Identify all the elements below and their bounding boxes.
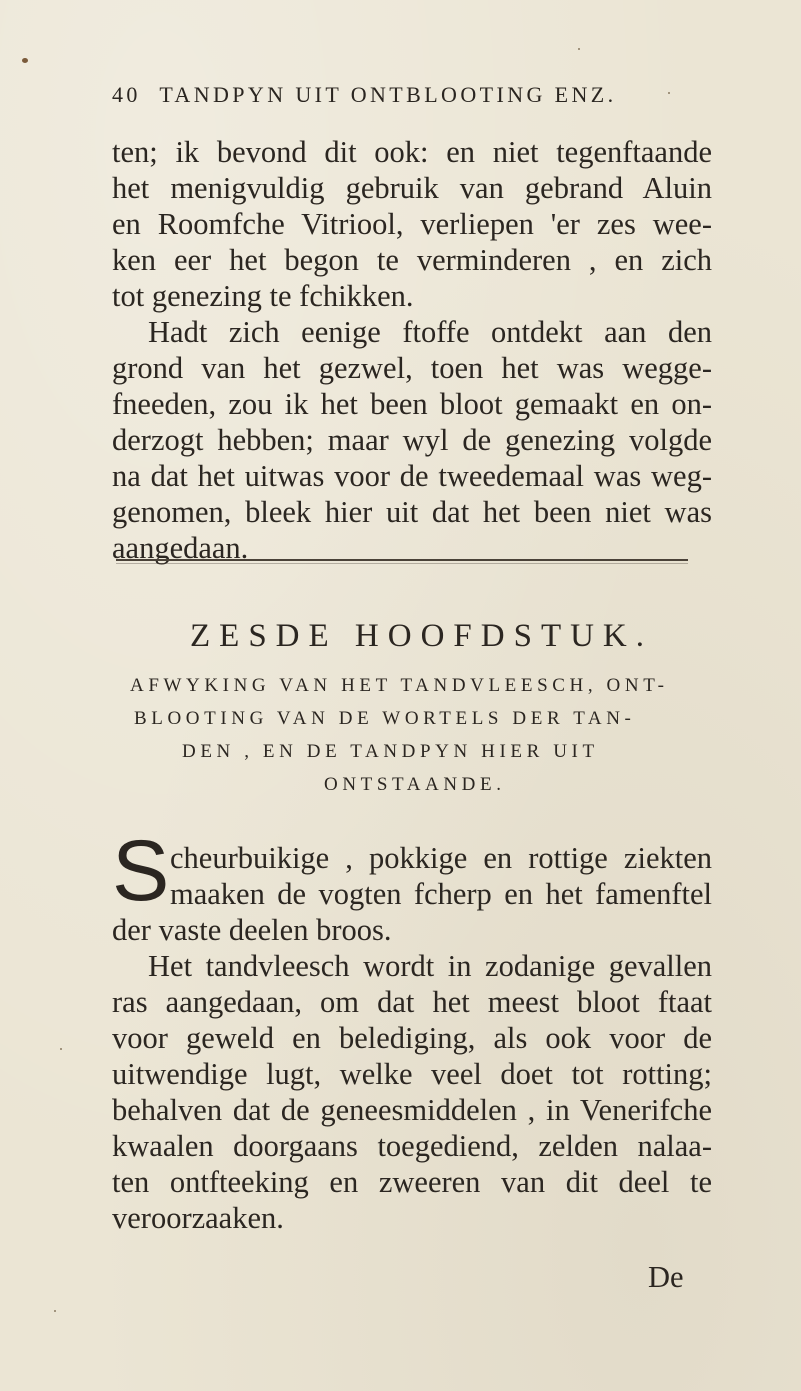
text-line: fneeden, zou ik het been bloot gemaakt en on- xyxy=(112,387,712,421)
text-line: kwaalen doorgaans toegediend, zelden nalaa- xyxy=(112,1129,712,1163)
text-line: der vaste deelen broos. xyxy=(112,913,392,947)
text-line: Het tandvleesch wordt in zodanige gevallen xyxy=(148,949,712,983)
section-divider xyxy=(116,559,688,561)
chapter-summary-line: DEN , EN DE TANDPYN HIER UIT xyxy=(182,741,599,762)
text-line: Hadt zich eenige ftoffe ontdekt aan den xyxy=(148,315,712,349)
text-line: tot genezing te fchikken. xyxy=(112,279,414,313)
text-line: ten ontfteeking en zweeren van dit deel te xyxy=(112,1165,712,1199)
text-line: uitwendige lugt, welke veel doet tot rotting; xyxy=(112,1057,712,1091)
paper-speck xyxy=(22,58,28,63)
text-line: veroorzaaken. xyxy=(112,1201,284,1235)
paper-speck xyxy=(668,92,670,94)
running-head xyxy=(112,82,712,112)
chapter-summary-line: ONTSTAANDE. xyxy=(324,774,506,795)
text-line: aangedaan. xyxy=(112,531,249,565)
text-line: ten; ik bevond dit ook: en niet tegenftaande xyxy=(112,135,712,169)
text-line: derzogt hebben; maar wyl de genezing volgde xyxy=(112,423,712,457)
chapter-title: ZESDE HOOFDSTUK. xyxy=(190,618,654,654)
text-line: het menigvuldig gebruik van gebrand Aluin xyxy=(112,171,712,205)
text-line: en Roomfche Vitriool, verliepen 'er zes wee- xyxy=(112,207,712,241)
paper-speck xyxy=(60,1048,62,1050)
chapter-summary-line: BLOOTING VAN DE WORTELS DER TAN- xyxy=(134,708,636,729)
text-line: genomen, bleek hier uit dat het been niet was xyxy=(112,495,712,529)
section-divider-shadow xyxy=(116,563,688,564)
text-line: ken eer het begon te verminderen , en zich xyxy=(112,243,712,277)
text-line: cheurbuikige , pokkige en rottige ziekten xyxy=(170,841,712,875)
text-line: voor geweld en belediging, als ook voor de xyxy=(112,1021,712,1055)
text-line: ras aangedaan, om dat het meest bloot ftaat xyxy=(112,985,712,1019)
catchword: De xyxy=(648,1260,684,1294)
text-line: behalven dat de geneesmiddelen , in Venerifche xyxy=(112,1093,712,1127)
page-number: 40 xyxy=(112,82,141,107)
running-head-title: TANDPYN UIT ONTBLOOTING ENZ. xyxy=(159,82,617,107)
text-line: grond van het gezwel, toen het was wegge- xyxy=(112,351,712,385)
text-line: maaken de vogten fcherp en het famenftel xyxy=(170,877,712,911)
chapter-summary-line: AFWYKING VAN HET TANDVLEESCH, ONT- xyxy=(130,675,669,696)
paper-speck xyxy=(54,1310,56,1312)
text-line: na dat het uitwas voor de tweedemaal was weg- xyxy=(112,459,712,493)
paper-speck xyxy=(578,48,580,50)
drop-cap: S xyxy=(112,823,170,919)
